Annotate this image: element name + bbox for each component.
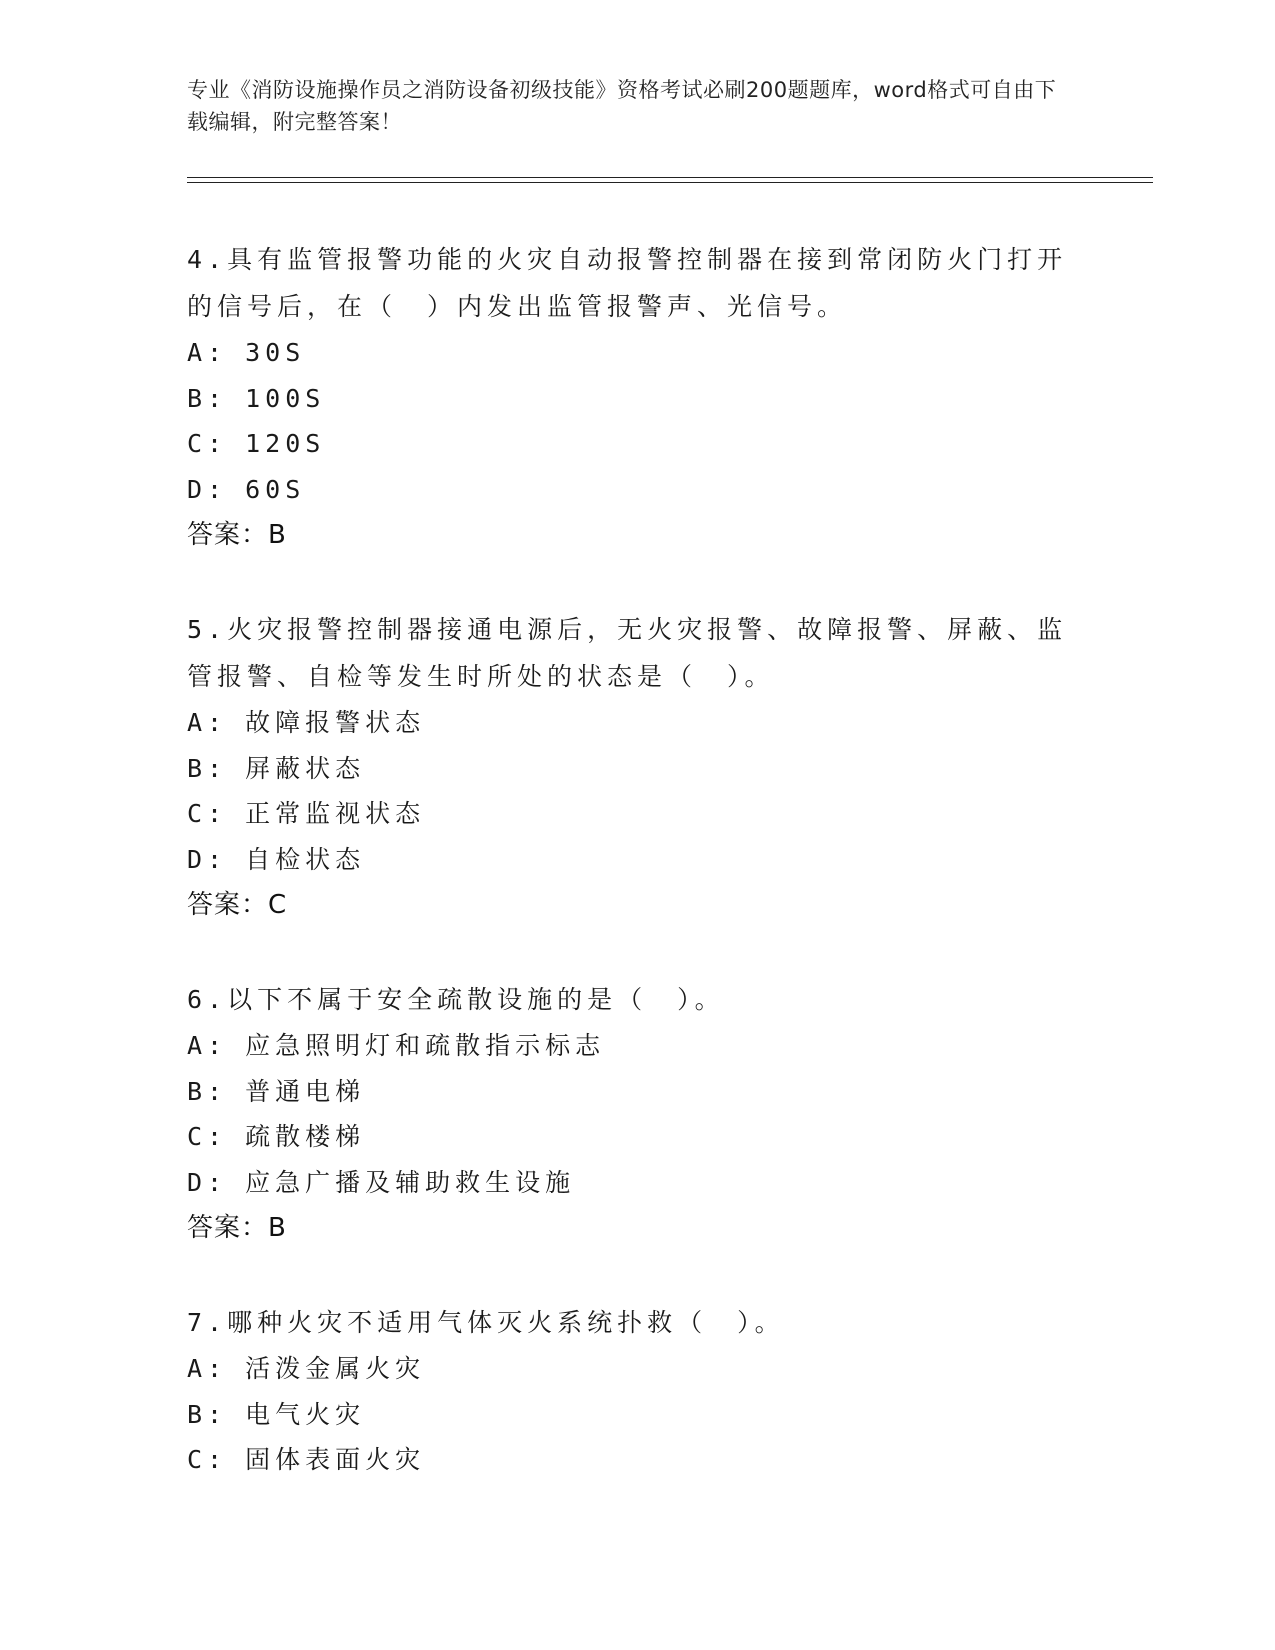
option-d — [187, 467, 1087, 513]
option-value: 电气火灾 — [245, 1399, 366, 1429]
option-letter: B: — [187, 1399, 228, 1429]
option-c — [187, 1114, 1087, 1160]
option-letter: C: — [187, 1122, 228, 1151]
question-7 — [187, 1299, 1087, 1483]
question-text: 4.具有监管报警功能的火灾自动报警控制器在接到常闭防火门打开的信号后，在（ ）内发出监管报警声、光信号。 — [187, 245, 1068, 321]
option-value: 普通电梯 — [245, 1076, 366, 1106]
option-c — [187, 791, 1087, 837]
option-value: 应急照明灯和疏散指示标志 — [245, 1031, 606, 1060]
option-b — [187, 746, 1087, 792]
option-b — [187, 376, 1087, 422]
option-value: 应急广播及辅助救生设施 — [245, 1167, 576, 1197]
option-letter: C: — [187, 799, 228, 828]
option-letter: B: — [187, 383, 228, 413]
question-list — [187, 236, 1087, 1531]
question-6 — [187, 976, 1087, 1251]
answer-line: 答案：B — [187, 520, 287, 550]
option-letter: C: — [187, 429, 228, 458]
option-value: 60S — [245, 474, 306, 504]
option-value: 疏散楼梯 — [245, 1122, 366, 1151]
option-c — [187, 421, 1087, 467]
question-4 — [187, 236, 1087, 558]
answer-line: 答案：C — [187, 890, 288, 920]
option-letter: A: — [187, 1031, 228, 1060]
option-a — [187, 330, 1087, 376]
option-letter: D: — [187, 844, 228, 874]
option-letter: B: — [187, 1076, 228, 1106]
question-text: 6.以下不属于安全疏散设施的是（ ）。 — [187, 985, 725, 1014]
question-text: 5.火灾报警控制器接通电源后，无火灾报警、故障报警、屏蔽、监管报警、自检等发生时所处的状态是（ ）。 — [187, 615, 1068, 691]
option-letter: C: — [187, 1445, 228, 1474]
option-a — [187, 700, 1087, 746]
option-value: 故障报警状态 — [245, 708, 426, 737]
option-a — [187, 1346, 1087, 1392]
option-b — [187, 1392, 1087, 1438]
option-value: 100S — [245, 383, 326, 413]
question-text: 7.哪种火灾不适用气体灭火系统扑救（ ）。 — [187, 1308, 785, 1337]
option-value: 固体表面火灾 — [245, 1445, 426, 1474]
option-value: 正常监视状态 — [245, 799, 426, 828]
option-value: 自检状态 — [245, 844, 366, 874]
option-c — [187, 1437, 1087, 1483]
option-letter: D: — [187, 1167, 228, 1197]
option-value: 120S — [245, 429, 326, 458]
header-rule-bottom — [187, 182, 1153, 183]
option-value: 30S — [245, 338, 306, 367]
option-letter: A: — [187, 338, 228, 367]
option-letter: A: — [187, 708, 228, 737]
header-rule-top — [187, 177, 1153, 178]
answer-line: 答案：B — [187, 1213, 287, 1243]
option-a — [187, 1023, 1087, 1069]
document-header: 专业《消防设施操作员之消防设备初级技能》资格考试必刷200题题库，word格式可自由下载编辑，附完整答案！ — [187, 78, 1057, 134]
option-value: 活泼金属火灾 — [245, 1354, 426, 1383]
option-d — [187, 1160, 1087, 1206]
option-letter: B: — [187, 753, 228, 783]
option-d — [187, 837, 1087, 883]
option-b — [187, 1069, 1087, 1115]
option-letter: A: — [187, 1354, 228, 1383]
option-letter: D: — [187, 474, 228, 504]
question-5 — [187, 606, 1087, 928]
option-value: 屏蔽状态 — [245, 753, 366, 783]
